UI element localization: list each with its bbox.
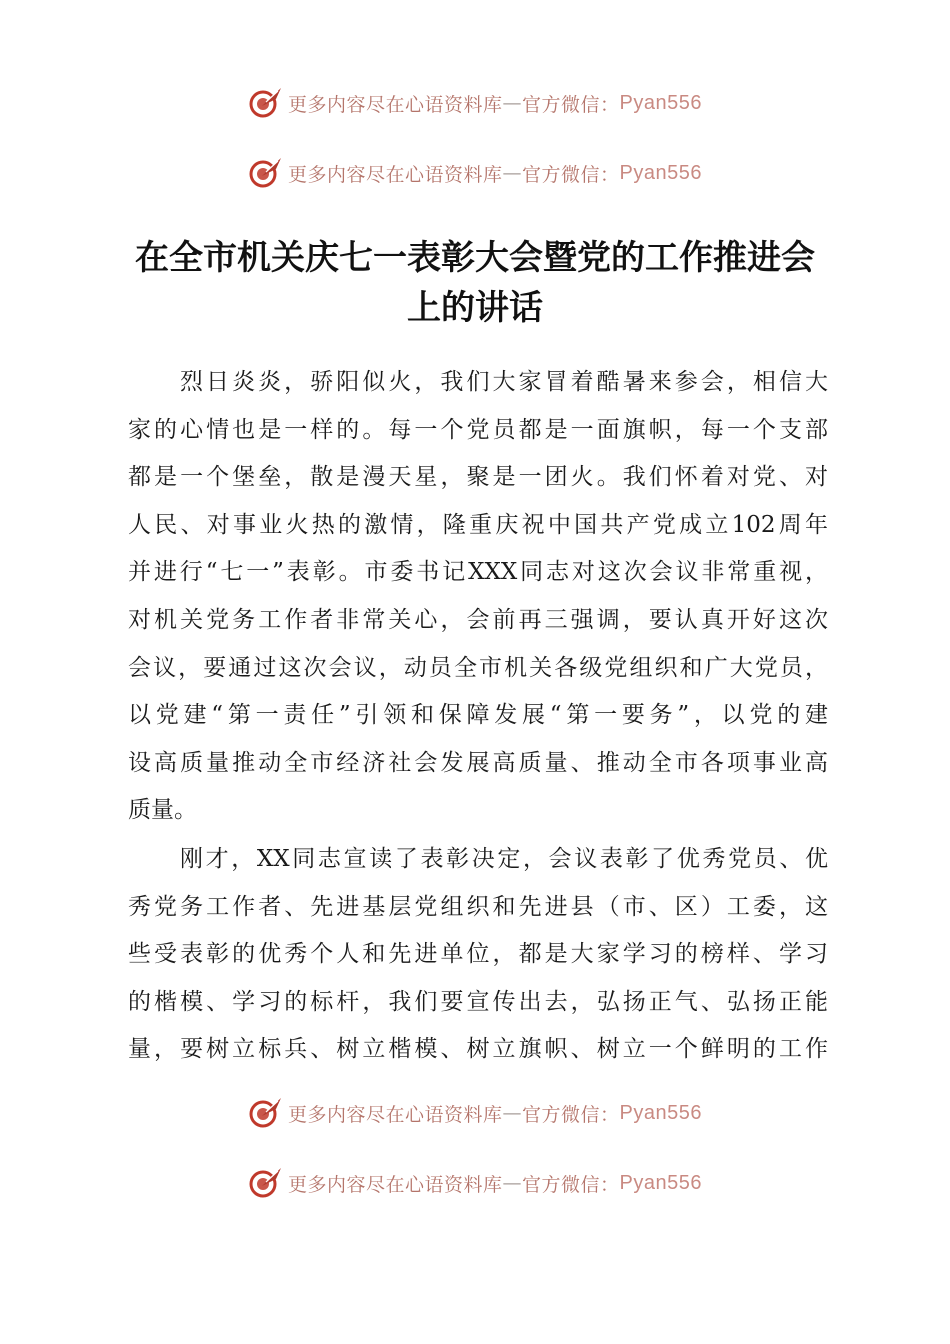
- paragraph-line: 人民、对事业火热的激情，隆重庆祝中国共产党成立102周年: [128, 511, 828, 538]
- paragraph-line: 刚才，XX同志宣读了表彰决定，会议表彰了优秀党员、优: [180, 846, 828, 872]
- body-paragraph: [128, 359, 828, 835]
- watermark-wechat-id: Pyan556: [619, 161, 702, 184]
- paragraph-line: 会议，要通过这次会议，动员全市机关各级党组织和广大党员，: [128, 654, 828, 681]
- paragraph-line: 秀党务工作者、先进基层党组织和先进县（市、区）工委，这: [128, 893, 828, 920]
- watermark-separator: —: [502, 1102, 523, 1124]
- quill-logo-icon: [248, 1095, 284, 1131]
- watermark-banner: [0, 153, 950, 193]
- watermark-separator: —: [502, 1172, 523, 1194]
- body-paragraph: [128, 836, 828, 1074]
- paragraph-line: 以党建“第一责任”引领和保障发展“第一要务”，以党的建: [128, 702, 828, 729]
- title-line: 上的讲话: [407, 288, 543, 328]
- watermark-separator: —: [502, 92, 523, 114]
- title-line: 在全市机关庆七一表彰大会暨党的工作推进会: [135, 238, 815, 278]
- paragraph-line: 烈日炎炎，骄阳似火，我们大家冒着酷暑来参会，相信大: [180, 369, 828, 395]
- watermark-banner: [0, 1093, 950, 1133]
- watermark-separator: —: [502, 162, 523, 184]
- watermark-banner: [0, 83, 950, 123]
- quill-logo-icon: [248, 155, 284, 191]
- watermark-wechat-label: 官方微信：: [522, 93, 620, 116]
- paragraph-line: 并进行“七一”表彰。市委书记XXX同志对这次会议非常重视，: [128, 559, 828, 586]
- watermark-wechat-label: 官方微信：: [522, 1173, 620, 1196]
- paragraph-line: 质量。: [128, 797, 197, 824]
- watermark-wechat-label: 官方微信：: [522, 1103, 620, 1126]
- quill-logo-icon: [248, 1165, 284, 1201]
- paragraph-line: 量，要树立标兵、树立楷模、树立旗帜、树立一个鲜明的工作: [128, 1036, 828, 1063]
- watermark-banner: [0, 1163, 950, 1203]
- watermark-text: 更多内容尽在心语资料库: [288, 1173, 503, 1196]
- paragraph-line: 家的心情也是一样的。每一个党员都是一面旗帜，每一个支部: [128, 416, 828, 443]
- watermark-wechat-id: Pyan556: [619, 1101, 702, 1124]
- watermark-wechat-id: Pyan556: [619, 91, 702, 114]
- paragraph-line: 对机关党务工作者非常关心，会前再三强调，要认真开好这次: [128, 606, 828, 633]
- paragraph-line: 些受表彰的优秀个人和先进单位，都是大家学习的榜样、学习: [128, 941, 828, 968]
- watermark-text: 更多内容尽在心语资料库: [288, 1103, 503, 1126]
- watermark-wechat-label: 官方微信：: [522, 163, 620, 186]
- watermark-text: 更多内容尽在心语资料库: [288, 163, 503, 186]
- paragraph-line: 的楷模、学习的标杆，我们要宣传出去，弘扬正气、弘扬正能: [128, 988, 828, 1015]
- document-title: [110, 233, 840, 333]
- paragraph-line: 设高质量推动全市经济社会发展高质量、推动全市各项事业高: [128, 749, 828, 776]
- watermark-text: 更多内容尽在心语资料库: [288, 93, 503, 116]
- quill-logo-icon: [248, 85, 284, 121]
- watermark-wechat-id: Pyan556: [619, 1171, 702, 1194]
- paragraph-line: 都是一个堡垒，散是漫天星，聚是一团火。我们怀着对党、对: [128, 464, 828, 491]
